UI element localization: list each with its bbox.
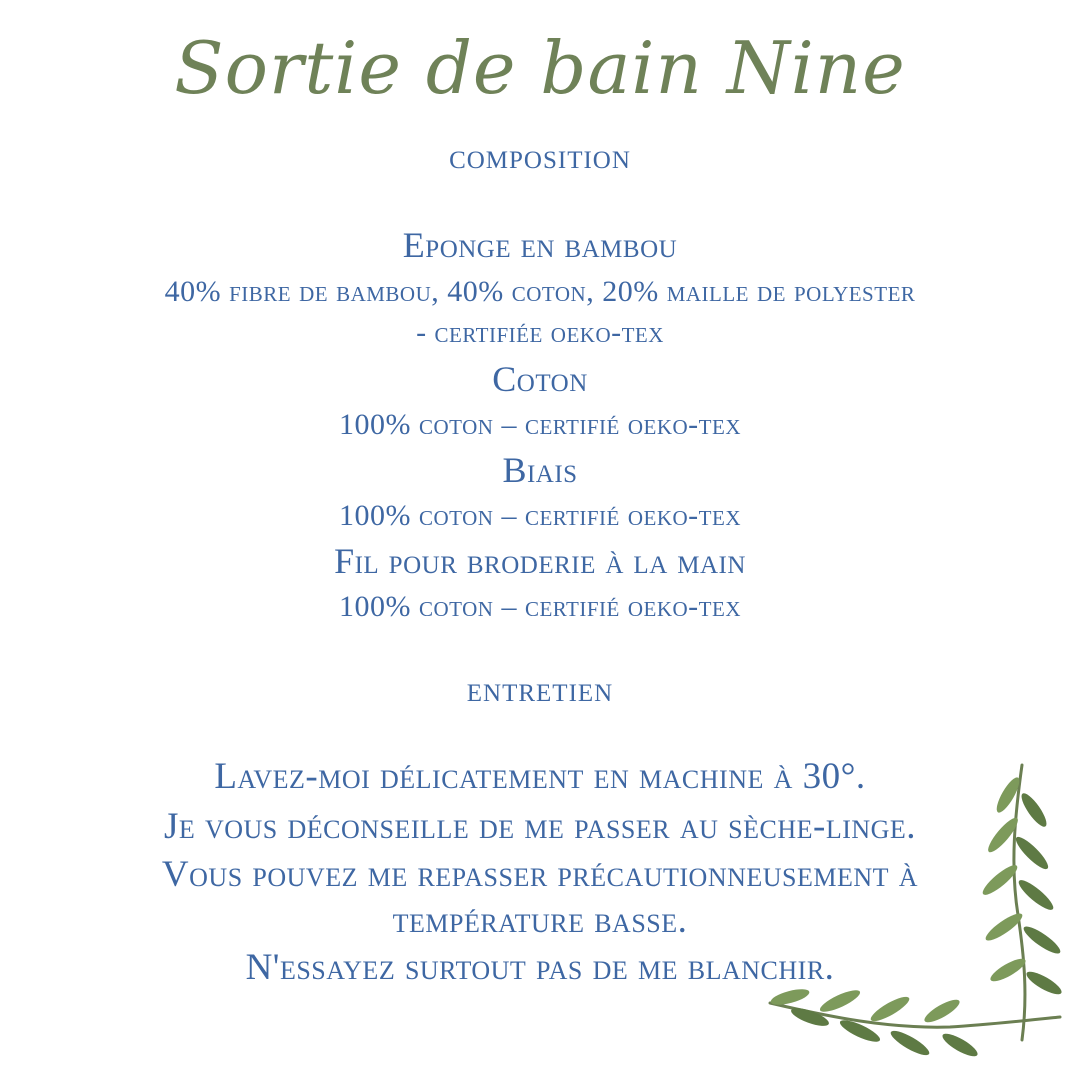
olive-leaves <box>769 775 1064 1061</box>
item-detail-biais: 100% coton – certifié oeko-tex <box>339 499 741 532</box>
care-line-4: température basse. <box>392 900 688 941</box>
item-title-eponge: Eponge en bambou <box>402 225 678 265</box>
item-detail-eponge-2: - certifiée oeko-tex <box>416 316 664 349</box>
composition-heading: composition <box>449 136 631 176</box>
item-detail-fil: 100% coton – certifié oeko-tex <box>339 590 741 623</box>
care-line-5: N'essayez surtout pas de me blanchir. <box>245 947 835 988</box>
care-line-1: Lavez-moi délicatement en machine à 30°. <box>214 756 866 797</box>
olive-branch-icon <box>760 755 1070 1065</box>
item-title-fil: Fil pour broderie à la main <box>334 541 746 581</box>
item-detail-coton: 100% coton – certifié oeko-tex <box>339 408 741 441</box>
page-title: Sortie de bain Nine <box>174 26 906 110</box>
item-detail-eponge-1: 40% fibre de bambou, 40% coton, 20% maille de polyester <box>164 275 916 308</box>
item-title-coton: Coton <box>492 359 588 399</box>
olive-branch-stem <box>770 765 1060 1040</box>
entretien-heading: entretien <box>466 669 614 709</box>
item-title-biais: Biais <box>502 450 578 490</box>
care-line-2: Je vous déconseille de me passer au sèche-linge. <box>163 806 917 847</box>
care-line-3: Vous pouvez me repasser précautionneusement à <box>161 854 919 895</box>
